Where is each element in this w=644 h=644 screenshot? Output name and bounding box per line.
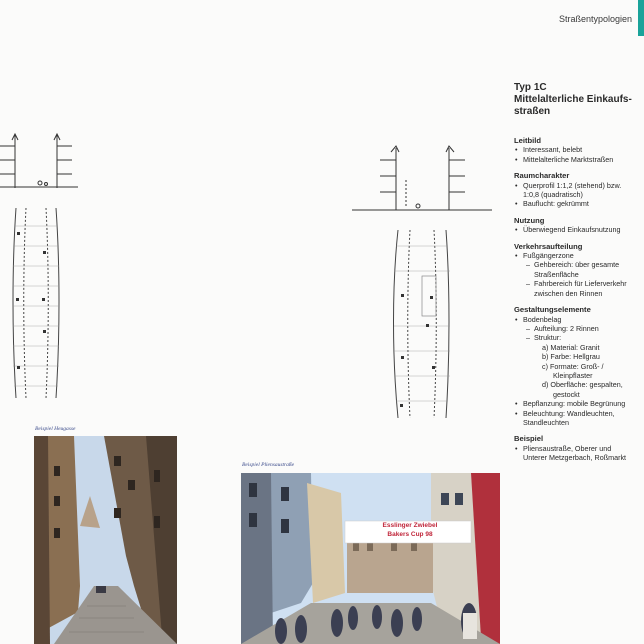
list-item: c) Formate: Groß- / <box>542 361 604 371</box>
list-item: • Überwiegend Einkaufsnutzung <box>514 225 644 234</box>
list-item: 1:0,8 (quadratisch) <box>523 190 583 200</box>
section-heading: Verkehrsaufteilung <box>514 241 583 251</box>
cross-section-left <box>0 128 90 192</box>
list-item: Unterer Metzgerbach, Roßmarkt <box>523 453 627 463</box>
list-item: • Bepflanzung: mobile Begrünung <box>514 399 644 408</box>
photo-caption-left: Beispiel Heugasse <box>35 426 76 432</box>
list-item: d) Oberfläche: gespalten, <box>542 380 623 390</box>
section-list <box>514 145 644 164</box>
list-item: • Mittelalterliche Marktstraßen <box>514 155 644 164</box>
section-list <box>514 225 644 234</box>
list-item: Kleinpflaster <box>553 370 593 380</box>
list-item: Straßenfläche <box>534 269 579 279</box>
list-item: b) Farbe: Hellgrau <box>542 352 600 362</box>
banner-line-2: Bakers Cup 98 <box>387 531 433 538</box>
list-item: – Fahrbereich für Lieferverkehr <box>514 279 644 288</box>
type-label: Typ 1C <box>514 82 547 93</box>
list-item: • Pliensaustraße, Oberer und <box>514 444 644 453</box>
list-item: Standleuchten <box>523 417 569 427</box>
info-column <box>514 136 644 470</box>
list-item: zwischen den Rinnen <box>534 288 603 298</box>
section-heading: Beispiel <box>514 434 544 444</box>
type-title-line-1: Mittelalterliche Einkaufs- <box>514 94 632 105</box>
list-item: • Interessant, belebt <box>514 145 644 154</box>
cross-section-right <box>352 140 492 216</box>
type-title-block <box>514 82 644 118</box>
list-item: – Aufteilung: 2 Rinnen <box>514 324 644 333</box>
type-title-line-2: straßen <box>514 106 551 117</box>
photo-heugasse <box>34 436 177 644</box>
section-list <box>514 444 644 463</box>
list-item: • Bodenbelag <box>514 315 644 324</box>
section-heading: Gestaltungselemente <box>514 305 591 315</box>
section-list <box>514 251 644 298</box>
list-item: – Gehbereich: über gesamte <box>514 260 644 269</box>
list-item: • Fußgängerzone <box>514 251 644 260</box>
section-heading: Nutzung <box>514 215 545 225</box>
section-heading: Leitbild <box>514 136 541 145</box>
photo-caption-right: Beispiel Pliensaustraße <box>242 462 295 468</box>
section-heading: Raumcharakter <box>514 171 570 181</box>
list-item: • Querprofil 1:1,2 (stehend) bzw. <box>514 181 644 190</box>
list-item: – Struktur: <box>514 333 644 342</box>
banner-line-1: Esslinger Zwiebel <box>382 522 438 529</box>
section-list <box>514 181 644 209</box>
list-item: • Beleuchtung: Wandleuchten, <box>514 409 644 418</box>
section-list <box>514 315 644 428</box>
list-item: a) Material: Granit <box>542 342 600 352</box>
section-color-tab <box>638 0 644 36</box>
list-item: • Bauflucht: gekrümmt <box>514 199 644 208</box>
photo-pliensaustrasse <box>241 473 500 644</box>
section-title: Straßentypologien <box>558 14 632 24</box>
plan-view-left <box>8 206 64 402</box>
list-item: gestockt <box>553 389 580 399</box>
plan-view-right <box>390 226 454 422</box>
